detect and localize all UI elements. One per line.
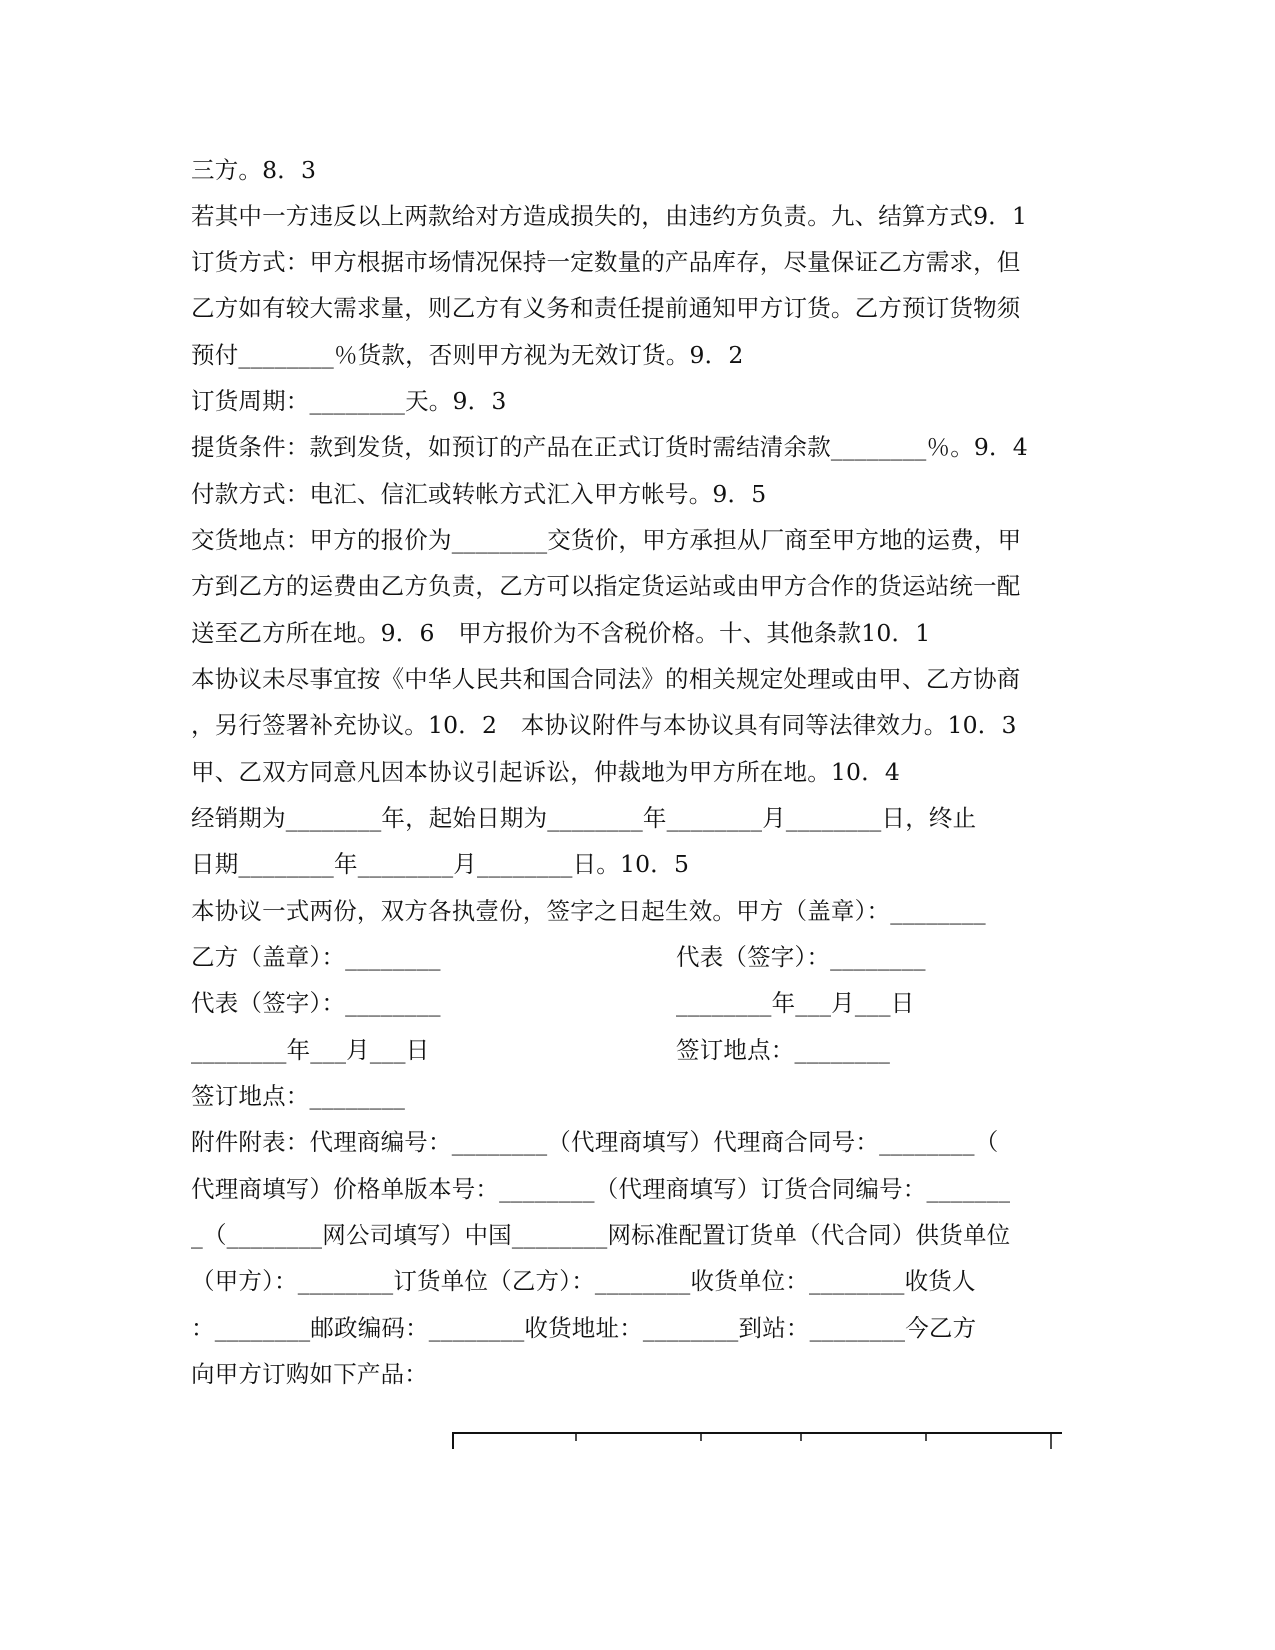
signature-right-2: ________年___月___日 xyxy=(676,989,915,1017)
body-line-9: 交货地点：甲方的报价为________交货价，甲方承担从厂商至甲方地的运费，甲 xyxy=(191,526,1022,554)
appendix-line-6: 向甲方订购如下产品： xyxy=(191,1360,428,1388)
body-line-14: 甲、乙双方同意凡因本协议引起诉讼，仲裁地为甲方所在地。10．4 xyxy=(191,758,901,786)
body-line-7: 提货条件：款到发货，如预订的产品在正式订货时需结清余款________％。9．4 xyxy=(191,433,1028,461)
body-line-1: 三方。8．3 xyxy=(191,156,317,184)
body-line-3: 订货方式：甲方根据市场情况保持一定数量的产品库存，尽量保证乙方需求，但 xyxy=(191,248,1021,276)
signature-left-3: ________年___月___日 xyxy=(191,1036,430,1064)
body-line-15: 经销期为________年，起始日期为________年________月________日，终止 xyxy=(191,804,977,832)
signature-right-3: 签订地点：________ xyxy=(676,1036,891,1064)
body-line-10: 方到乙方的运费由乙方负责，乙方可以指定货运站或由甲方合作的货运站统一配 xyxy=(191,572,1021,600)
signature-left-2: 代表（签字）：________ xyxy=(191,989,441,1017)
signature-left-4: 签订地点：________ xyxy=(191,1082,406,1110)
appendix-line-4: （甲方）：________订货单位（乙方）：________收货单位：________收货人 xyxy=(191,1267,976,1295)
appendix-line-2: 代理商填写）价格单版本号：________（代理商填写）订货合同编号：_______ xyxy=(191,1175,1011,1203)
body-line-12: 本协议未尽事宜按《中华人民共和国合同法》的相关规定处理或由甲、乙方协商 xyxy=(191,665,1021,693)
body-line-4: 乙方如有较大需求量，则乙方有义务和责任提前通知甲方订货。乙方预订货物须 xyxy=(191,294,1021,322)
body-line-16: 日期________年________月________日。10．5 xyxy=(191,850,690,878)
appendix-line-3: _（________网公司填写）中国________网标准配置订货单（代合同）供货单位 xyxy=(191,1221,1011,1249)
appendix-line-5: ：________邮政编码：________收货地址：________到站：________今乙方 xyxy=(191,1314,977,1342)
body-line-8: 付款方式：电汇、信汇或转帐方式汇入甲方帐号。9．5 xyxy=(191,480,767,508)
body-line-11: 送至乙方所在地。9．6 甲方报价为不含税价格。十、其他条款10．1 xyxy=(191,619,931,647)
body-line-13: ，另行签署补充协议。10．2 本协议附件与本协议具有同等法律效力。10．3 xyxy=(191,711,1017,739)
body-line-2: 若其中一方违反以上两款给对方造成损失的，由违约方负责。九、结算方式9．1 xyxy=(191,202,1028,230)
body-line-17: 本协议一式两份，双方各执壹份，签字之日起生效。甲方（盖章）：________ xyxy=(191,897,986,925)
body-line-5: 预付________％货款，否则甲方视为无效订货。9．2 xyxy=(191,341,744,369)
signature-right-1: 代表（签字）：________ xyxy=(676,943,926,971)
body-line-6: 订货周期：________天。9．3 xyxy=(191,387,507,415)
signature-left-1: 乙方（盖章）：________ xyxy=(191,943,441,971)
order-table-top-border xyxy=(452,1431,1062,1449)
appendix-line-1: 附件附表：代理商编号：________（代理商填写）代理商合同号：________（ xyxy=(191,1128,999,1156)
